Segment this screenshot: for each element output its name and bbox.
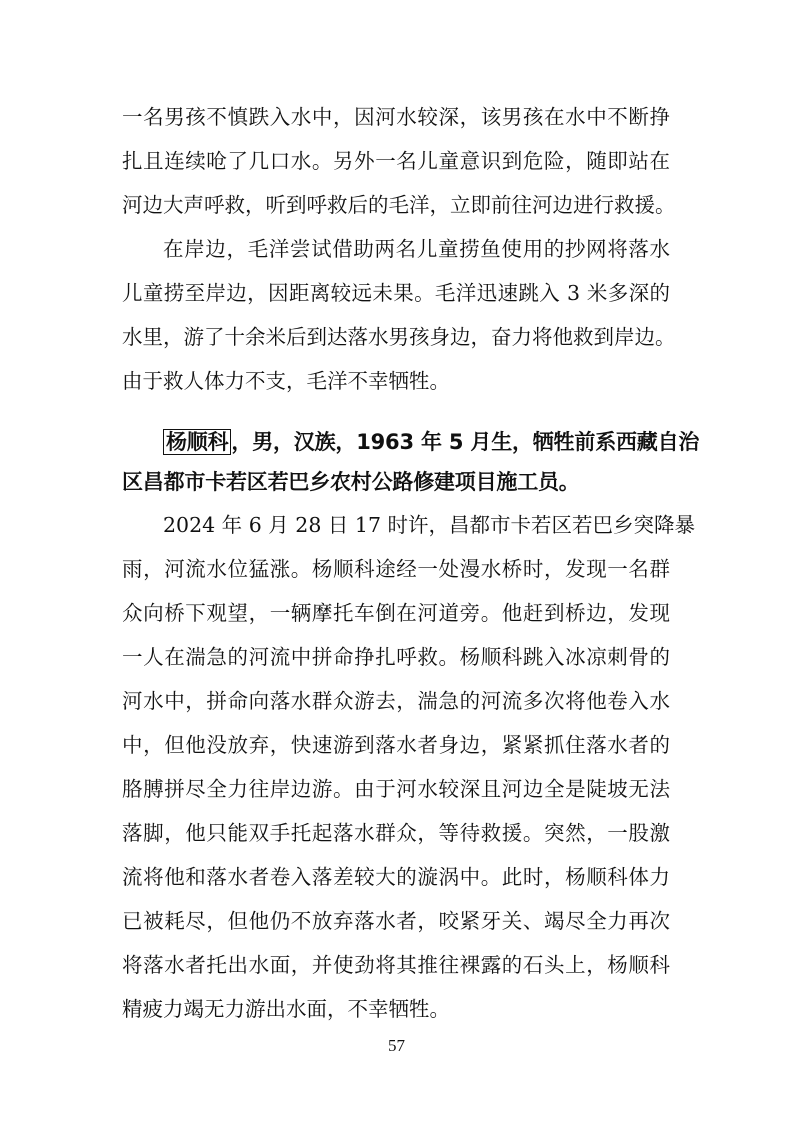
page-number: 57: [388, 1036, 405, 1055]
paragraph-line: 中，但他没放弃，快速游到落水者身边，紧紧抓住落水者的: [122, 733, 670, 757]
paragraph-line: 水里，游了十余米后到达落水男孩身边，奋力将他救到岸边。: [122, 325, 676, 349]
paragraph-line: 雨，河流水位猛涨。杨顺科途经一处漫水桥时，发现一名群: [122, 557, 670, 581]
paragraph-line: 已被耗尽，但他仍不放弃落水者，咬紧牙关、竭尽全力再次: [122, 909, 670, 933]
person-heading-text: ，男，汉族，1963 年 5 月生，牺牲前系西藏自治: [231, 430, 700, 454]
paragraph-line: 一人在湍急的河流中拼命挣扎呼救。杨顺科跳入冰凉刺骨的: [122, 645, 670, 669]
paragraph-line: 河边大声呼救，听到呼救后的毛洋，立即前往河边进行救援。: [122, 193, 676, 217]
paragraph-line: 流将他和落水者卷入落差较大的漩涡中。此时，杨顺科体力: [122, 865, 670, 889]
paragraph-line: 落脚，他只能双手托起落水群众，等待救援。突然，一股激: [122, 821, 670, 845]
paragraph-line: 河水中，拼命向落水群众游去，湍急的河流多次将他卷入水: [122, 689, 670, 713]
person-heading-line: [163, 428, 700, 456]
paragraph-line: 一名男孩不慎跌入水中，因河水较深，该男孩在水中不断挣: [122, 105, 670, 129]
paragraph-line: 儿童捞至岸边，因距离较远未果。毛洋迅速跳入 3 米多深的: [122, 281, 670, 305]
person-name: 杨顺科: [163, 429, 231, 455]
paragraph-line: 精疲力竭无力游出水面，不幸牺牲。: [122, 997, 450, 1021]
paragraph-line: 在岸边，毛洋尝试借助两名儿童捞鱼使用的抄网将落水: [163, 237, 670, 261]
paragraph-line: 由于救人体力不支，毛洋不幸牺牲。: [122, 369, 450, 393]
paragraph-line: 扎且连续呛了几口水。另外一名儿童意识到危险，随即站在: [122, 149, 670, 173]
paragraph-line: 众向桥下观望，一辆摩托车倒在河道旁。他赶到桥边，发现: [122, 601, 670, 625]
paragraph-line: 将落水者托出水面，并使劲将其推往裸露的石头上，杨顺科: [122, 953, 670, 977]
person-heading-line: 区昌都市卡若区若巴乡农村公路修建项目施工员。: [122, 470, 580, 494]
paragraph-line: 2024 年 6 月 28 日 17 时许，昌都市卡若区若巴乡突降暴: [163, 513, 695, 537]
paragraph-line: 胳膊拼尽全力往岸边游。由于河水较深且河边全是陡坡无法: [122, 777, 670, 801]
